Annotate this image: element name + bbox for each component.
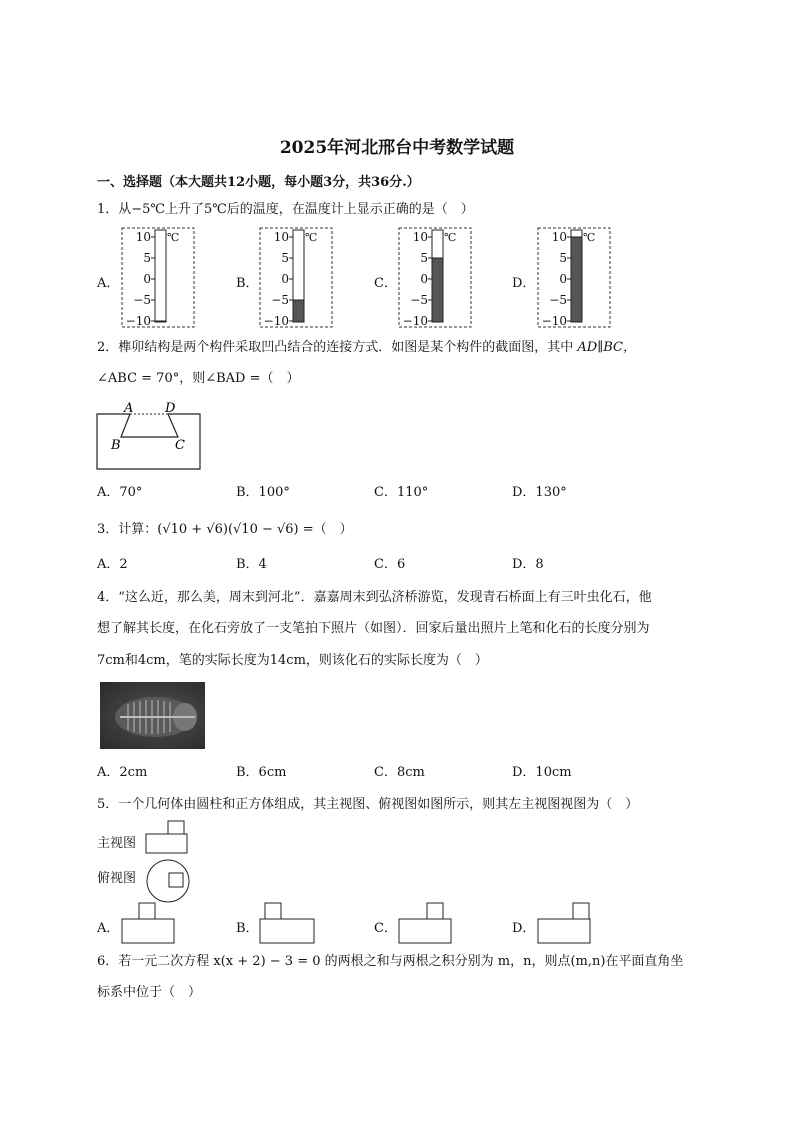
mortise-figure bbox=[96, 399, 202, 471]
q5-option-c-label: C． bbox=[374, 921, 397, 936]
q2-option-c[interactable]: C．110° bbox=[374, 485, 429, 500]
thermometer-d[interactable] bbox=[537, 227, 612, 329]
q4-line3: 7cm和4cm，笔的实际长度为14cm，则该化石的实际长度为（ ） bbox=[97, 653, 488, 668]
q2-option-b[interactable]: B．100° bbox=[236, 485, 290, 500]
thermometer-tick-label: 0 bbox=[559, 272, 567, 286]
q5-option-b-label: B． bbox=[236, 921, 259, 936]
q5-option-c-figure[interactable] bbox=[397, 901, 453, 945]
q3-option-d[interactable]: D．8 bbox=[512, 557, 544, 572]
thermometer-unit: ℃ bbox=[305, 231, 318, 244]
top-view-label: 俯视图 bbox=[97, 871, 137, 886]
thermometer-unit: ℃ bbox=[583, 231, 596, 244]
page-title: 2025年河北邢台中考数学试题 bbox=[279, 138, 515, 158]
q1-option-a-label: A． bbox=[97, 276, 120, 291]
point-d-label: D bbox=[165, 401, 176, 416]
thermometer-tick-label: −5 bbox=[410, 293, 428, 307]
thermometer-tick-label: −5 bbox=[133, 293, 151, 307]
q2-line1-text: 2．榫卯结构是两个构件采取凹凸结合的连接方式．如图是某个构件的截面图，其中 bbox=[97, 340, 574, 355]
thermometer-mercury bbox=[432, 258, 443, 322]
thermometer-c[interactable] bbox=[398, 227, 473, 329]
thermometer-tick-label: −10 bbox=[402, 314, 428, 328]
q5-option-d-figure[interactable] bbox=[536, 901, 592, 945]
thermometer-tick-label: 10 bbox=[412, 230, 428, 244]
point-b-label: B bbox=[111, 438, 121, 453]
thermometer-a[interactable] bbox=[121, 227, 196, 329]
q5-option-a-label: A． bbox=[97, 921, 120, 936]
thermometer-tick-label: 5 bbox=[143, 251, 151, 265]
thermometer-tick-label: 10 bbox=[273, 230, 289, 244]
q4-option-c[interactable]: C．8cm bbox=[374, 765, 425, 780]
q3-option-a[interactable]: A．2 bbox=[97, 557, 128, 572]
q2-line1-math: AD∥BC， bbox=[577, 340, 636, 355]
q4-line2: 想了解其长度，在化石旁放了一支笔拍下照片（如图）．回家后量出照片上笔和化石的长度分别为 bbox=[97, 621, 650, 636]
q2-option-d[interactable]: D．130° bbox=[512, 485, 567, 500]
section-header: 一、选择题（本大题共12小题，每小题3分，共36分.） bbox=[97, 175, 420, 190]
q3-option-c[interactable]: C．6 bbox=[374, 557, 406, 572]
thermometer-tick-label: 5 bbox=[420, 251, 428, 265]
q6-line1: 6．若一元二次方程 x(x + 2) − 3 = 0 的两根之和与两根之积分别为 m，n，则点(m,n)在平面直角坐 bbox=[97, 954, 684, 969]
q1-option-c-label: C． bbox=[374, 276, 397, 291]
thermometer-tick-label: −10 bbox=[125, 314, 151, 328]
thermometer-mercury bbox=[293, 300, 304, 322]
thermometer-tick-label: 10 bbox=[135, 230, 151, 244]
q5-stem: 5．一个几何体由圆柱和正方体组成，其主视图、俯视图如图所示，则其左主视图视图为（ ） bbox=[97, 797, 639, 812]
fossil-photo bbox=[100, 682, 205, 749]
q4-option-d[interactable]: D．10cm bbox=[512, 765, 572, 780]
thermometer-mercury bbox=[155, 321, 166, 322]
front-view-figure bbox=[144, 819, 189, 855]
thermometer-unit: ℃ bbox=[444, 231, 457, 244]
thermometer-tick-label: 5 bbox=[281, 251, 289, 265]
q6-line2: 标系中位于（ ） bbox=[97, 985, 202, 1000]
trilobite-image bbox=[100, 682, 205, 749]
thermometer-tick-label: −10 bbox=[541, 314, 567, 328]
thermometer-tick-label: 10 bbox=[551, 230, 567, 244]
thermometer-b[interactable] bbox=[259, 227, 334, 329]
front-view-label: 主视图 bbox=[97, 836, 137, 851]
q1-option-d-label: D． bbox=[512, 276, 536, 291]
q4-option-b[interactable]: B．6cm bbox=[236, 765, 287, 780]
thermometer-tick-label: −5 bbox=[549, 293, 567, 307]
q5-option-d-label: D． bbox=[512, 921, 536, 936]
point-c-label: C bbox=[175, 438, 185, 453]
point-a-label: A bbox=[124, 401, 134, 416]
q2-line1 bbox=[97, 340, 636, 356]
q1-option-b-label: B． bbox=[236, 276, 259, 291]
q1-stem: 1．从−5℃上升了5℃后的温度，在温度计上显示正确的是（ ） bbox=[97, 202, 474, 217]
q4-option-a[interactable]: A．2cm bbox=[97, 765, 148, 780]
thermometer-tick-label: 5 bbox=[559, 251, 567, 265]
q3-option-b[interactable]: B．4 bbox=[236, 557, 267, 572]
top-view-figure bbox=[145, 858, 191, 904]
thermometer-unit: ℃ bbox=[167, 231, 180, 244]
thermometer-tube bbox=[155, 230, 166, 321]
thermometer-tick-label: −10 bbox=[263, 314, 289, 328]
thermometer-tick-label: 0 bbox=[281, 272, 289, 286]
q3-stem: 3．计算：(√10 + √6)(√10 − √6) =（ ） bbox=[97, 522, 353, 537]
thermometer-tick-label: 0 bbox=[143, 272, 151, 286]
q4-line1: 4．“这么近，那么美，周末到河北”．嘉嘉周末到弘济桥游览，发现青石桥面上有三叶虫化石，他 bbox=[97, 590, 652, 605]
q2-line2: ∠ABC = 70°，则∠BAD =（ ） bbox=[97, 371, 300, 386]
q5-option-b-figure[interactable] bbox=[258, 901, 316, 945]
thermometer-tick-label: −5 bbox=[271, 293, 289, 307]
q2-option-a[interactable]: A．70° bbox=[97, 485, 143, 500]
thermometer-mercury bbox=[571, 237, 582, 322]
q5-option-a-figure[interactable] bbox=[120, 901, 176, 945]
thermometer-tick-label: 0 bbox=[420, 272, 428, 286]
